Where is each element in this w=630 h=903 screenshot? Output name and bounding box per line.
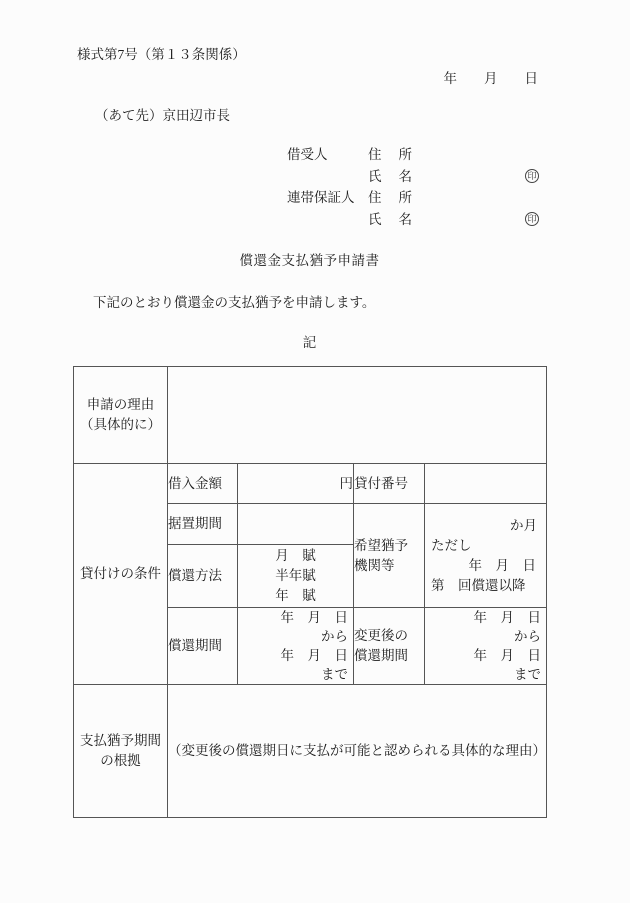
address-label: 住所 [368,147,412,162]
borrower-row [287,147,412,162]
grace-period-label-cell: 据置期間 [168,504,238,545]
method-option: 半年賦 [275,568,316,583]
deferment-date-line: 年 月 日 [468,557,536,573]
record-mark: 記 [302,335,317,350]
desired-deferment-value-cell [425,504,547,608]
loan-amount-label-cell: 借入金額 [168,464,238,504]
application-reason-label-cell: 申請の理由 （具体的に） [74,367,168,464]
address-label: 住所 [368,190,412,205]
addressee: （あて先）京田辺市長 [95,108,230,123]
loan-amount-value-cell [238,464,354,504]
form-table [73,366,547,818]
months-suffix: か月 [510,517,537,533]
repayment-period-value-cell: 年 月 日 から 年 月 日 まで [238,608,354,685]
guarantor-label: 連帯保証人 [287,190,355,205]
loan-conditions-label-cell: 貸付けの条件 [74,464,168,685]
changed-period-value-cell: 年 月 日 から 年 月 日 まで [425,608,547,685]
however-text: ただし [431,537,472,553]
seal-icon: 印 [525,212,539,226]
deferment-basis-label-cell: 支払猶予期間 の根拠 [74,685,168,818]
seal-icon: 印 [525,169,539,183]
loan-number-value-cell [425,464,547,504]
repayment-method-options-cell [238,545,354,608]
borrower-label: 借受人 [287,147,328,162]
installment-line: 第 回償還以降 [431,577,526,593]
date-line: 年 月 日 [443,71,538,86]
desired-deferment-label-cell: 希望猶予 機関等 [354,504,425,608]
guarantor-name-row [368,212,412,227]
name-label: 氏名 [368,169,412,184]
repayment-period-label-cell: 償還期間 [168,608,238,685]
basis-note-text: （変更後の償還期日に支払が可能と認められる具体的な理由） [168,743,546,758]
repayment-method-label-cell: 償還方法 [168,545,238,608]
page-title: 償還金支払猶予申請書 [239,253,380,268]
changed-period-label-cell: 変更後の 償還期間 [354,608,425,685]
form-number: 様式第7号（第１３条関係） [77,47,246,62]
grace-period-value-cell [238,504,354,545]
name-label: 氏名 [368,212,412,227]
guarantor-row [287,190,412,205]
yen-unit: 円 [339,475,353,491]
method-option: 年 賦 [275,588,316,603]
loan-number-label-cell: 貸付番号 [354,464,425,504]
deferment-basis-value-cell [168,685,547,818]
borrower-name-row [368,169,412,184]
application-reason-input-cell [168,367,547,464]
method-option: 月 賦 [275,548,316,563]
body-text: 下記のとおり償還金の支払猶予を申請します。 [93,295,376,310]
